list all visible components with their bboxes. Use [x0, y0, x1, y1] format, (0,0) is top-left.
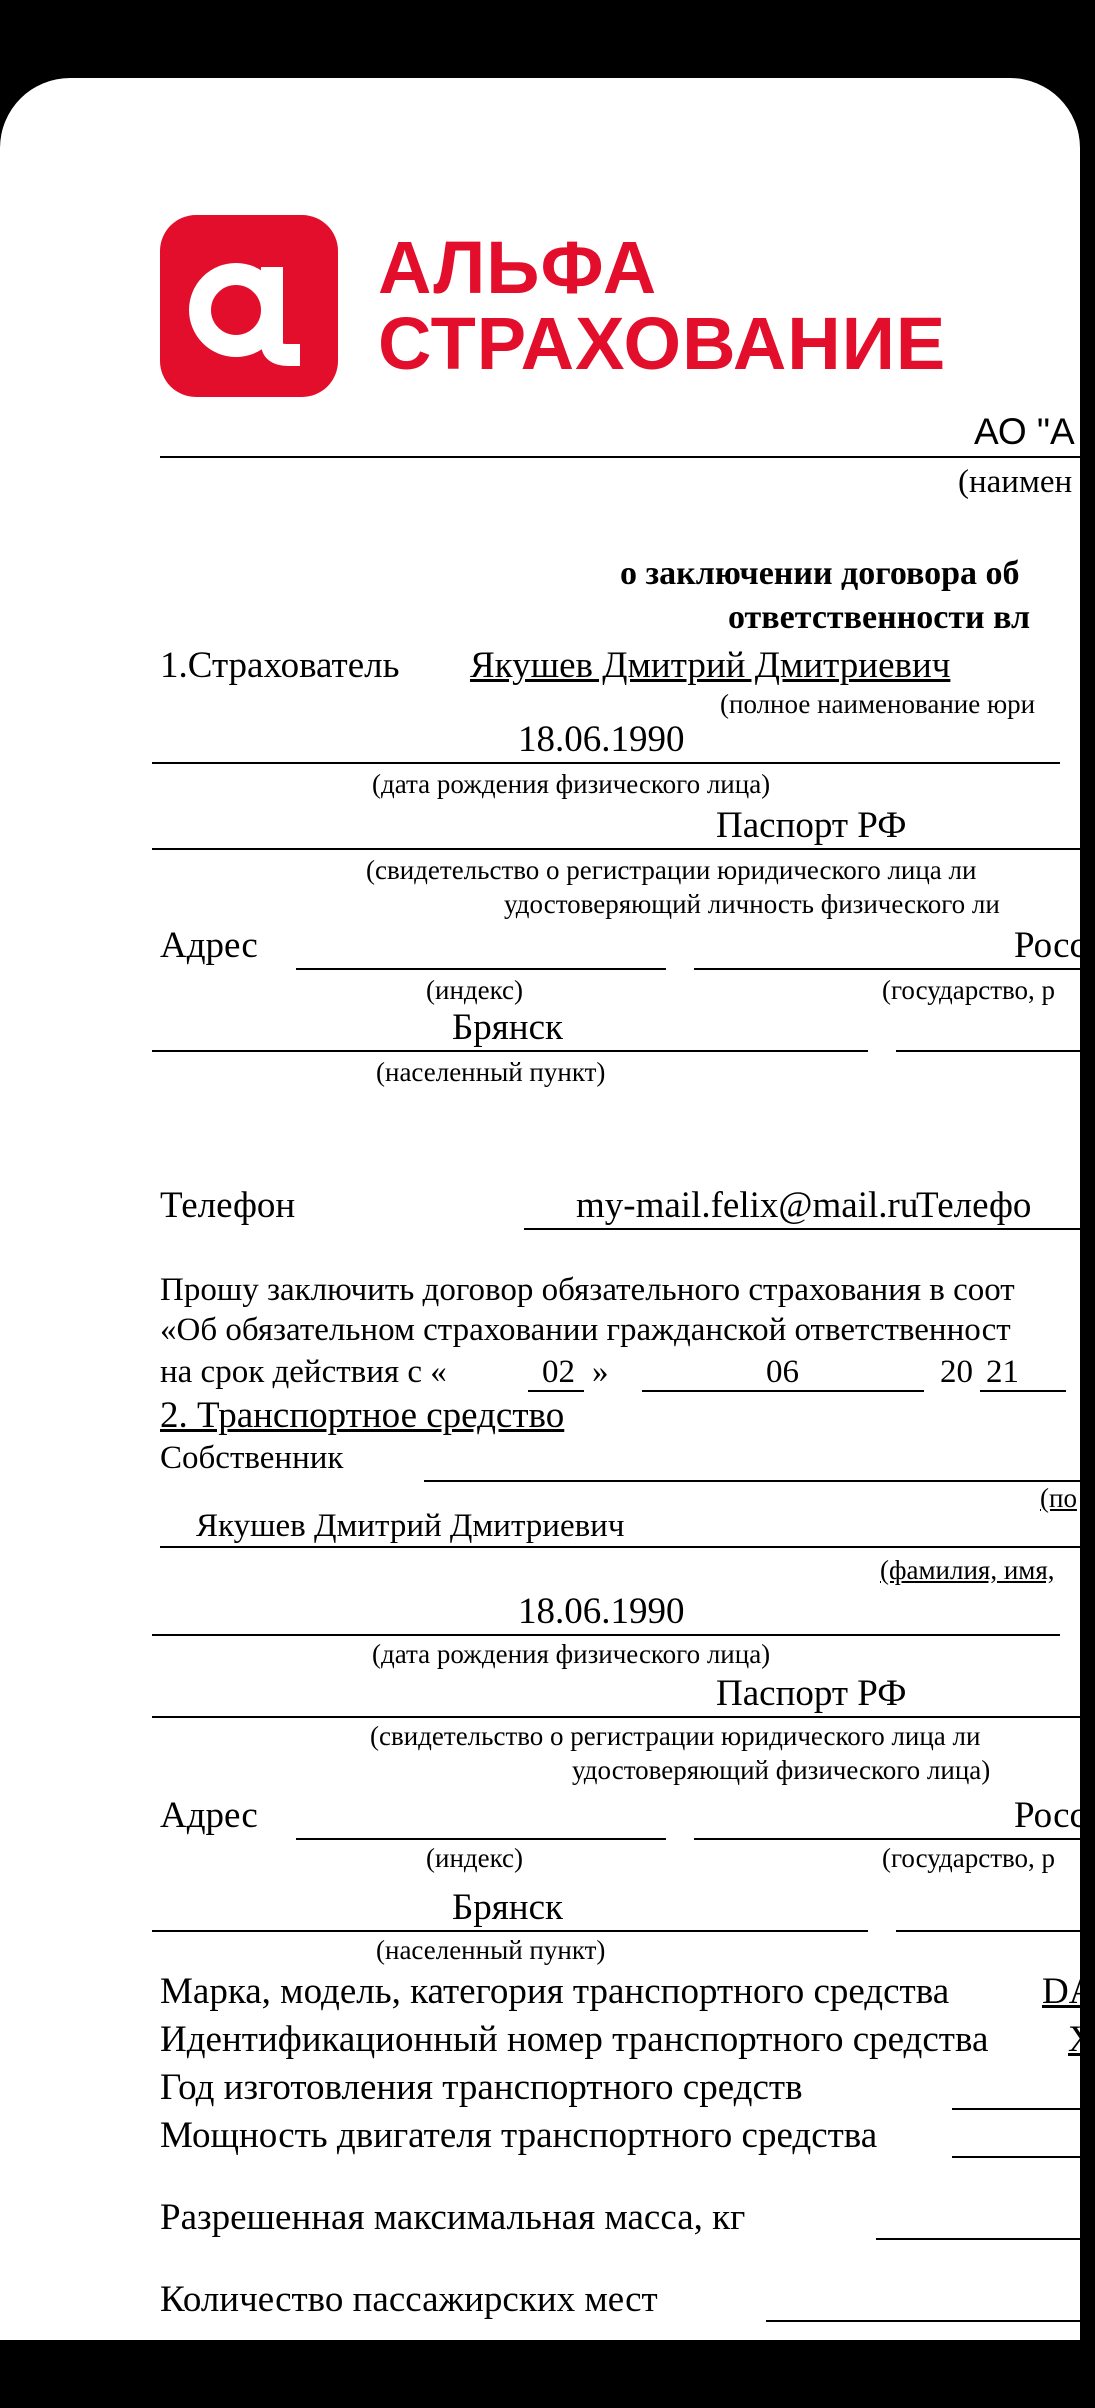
owner-city: Брянск	[452, 1887, 563, 1928]
insurer-street-line	[896, 1050, 1080, 1052]
document-page	[0, 78, 1095, 2406]
insurer-name: Якушев Дмитрий Дмитриевич	[470, 645, 951, 686]
insurer-country: Росс	[1014, 925, 1086, 966]
request-term-prefix: на срок действия с «	[160, 1354, 447, 1390]
chassis-line	[492, 2402, 1080, 2404]
company-underline	[160, 456, 1080, 458]
logo-text-line2: СТРАХОВАНИЕ	[378, 302, 947, 385]
insurer-city-caption: (населенный пункт)	[376, 1057, 606, 1087]
power-label: Мощность двигателя транспортного средства	[160, 2115, 878, 2156]
request-day-line	[528, 1390, 584, 1392]
owner-birth-caption: (дата рождения физического лица)	[372, 1639, 771, 1669]
request-line2: «Об обязательном страховании гражданской ответственност	[160, 1312, 1011, 1348]
owner-index-line	[296, 1838, 666, 1840]
company-name: АО "А	[974, 411, 1075, 452]
insurer-document-line	[152, 848, 1080, 850]
owner-index-caption: (индекс)	[426, 1843, 524, 1873]
insurer-phone-line	[524, 1228, 1080, 1230]
request-day-close: »	[592, 1354, 609, 1390]
insurer-address-label: Адрес	[160, 925, 258, 966]
owner-birth-line	[152, 1634, 1060, 1636]
title-line1: о заключении договора об	[620, 555, 1020, 592]
insurer-birth-line	[152, 762, 1060, 764]
mass-label: Разрешенная максимальная масса, кг	[160, 2197, 746, 2238]
insurer-city: Брянск	[452, 1007, 563, 1048]
owner-name-line	[160, 1546, 1080, 1548]
insurer-label: 1.Страхователь	[160, 645, 400, 686]
request-month-line	[642, 1390, 924, 1392]
year-line	[952, 2108, 1080, 2110]
year-label: Год изготовления транспортного средств	[160, 2067, 803, 2108]
vin-label: Идентификационный номер транспортного средства	[160, 2019, 989, 2060]
owner-country: Росс	[1014, 1795, 1086, 1836]
owner-document-caption2: удостоверяющий физического лица)	[572, 1755, 991, 1785]
power-line	[952, 2156, 1080, 2158]
insurer-email: my-mail.felix@mail.ru	[576, 1185, 919, 1226]
owner-street-line	[896, 1930, 1080, 1932]
seats-line	[766, 2320, 1080, 2322]
request-year-line	[980, 1390, 1066, 1392]
owner-birth-date: 18.06.1990	[518, 1591, 685, 1632]
insurer-country-line	[694, 968, 1080, 970]
insurer-index-line	[296, 968, 666, 970]
vin-value: X	[1068, 2019, 1095, 2060]
make-label: Марка, модель, категория транспортного средства	[160, 1971, 950, 2012]
insurer-birth-date: 18.06.1990	[518, 719, 685, 760]
mass-line	[876, 2238, 1080, 2240]
request-year: 21	[986, 1354, 1019, 1390]
owner-document-caption1: (свидетельство о регистрации юридического лица ли	[370, 1721, 981, 1751]
request-line1: Прошу заключить договор обязательного страхования в соот	[160, 1272, 1015, 1308]
seats-label: Количество пассажирских мест	[160, 2279, 658, 2320]
owner-document-line	[152, 1716, 1080, 1718]
owner-caption2: (фамилия, имя,	[880, 1555, 1055, 1585]
owner-city-caption: (населенный пункт)	[376, 1935, 606, 1965]
insurer-country-caption: (государство, р	[882, 975, 1056, 1005]
insurer-birth-caption: (дата рождения физического лица)	[372, 769, 771, 799]
chassis-label: Шасси (рама) №	[160, 2365, 420, 2406]
title-line2: ответственности вл	[728, 599, 1031, 636]
alfa-logo-icon	[160, 215, 338, 397]
owner-name: Якушев Дмитрий Дмитриевич	[196, 1508, 625, 1544]
insurer-index-caption: (индекс)	[426, 975, 524, 1005]
vehicle-section-title: 2. Транспортное средство	[160, 1395, 565, 1436]
insurer-name-caption: (полное наименование юри	[720, 689, 1036, 719]
owner-address-label: Адрес	[160, 1795, 258, 1836]
owner-line	[424, 1480, 1080, 1482]
request-year-prefix: 20	[940, 1354, 973, 1390]
insurer-document-caption2: удостоверяющий личность физического ли	[504, 889, 1000, 919]
request-month: 06	[766, 1354, 799, 1390]
company-caption: (наимен	[958, 464, 1073, 500]
owner-city-line	[152, 1930, 868, 1932]
owner-label: Собственник	[160, 1440, 344, 1476]
request-day: 02	[542, 1354, 575, 1390]
insurer-city-line	[152, 1050, 868, 1052]
insurer-document-caption1: (свидетельство о регистрации юридического лица ли	[366, 855, 977, 885]
owner-caption1: (по	[1040, 1483, 1077, 1513]
owner-document: Паспорт РФ	[716, 1673, 907, 1714]
logo-text-line1: АЛЬФА	[378, 226, 658, 309]
insurer-document: Паспорт РФ	[716, 805, 907, 846]
insurer-phone-label: Телефон	[160, 1185, 296, 1226]
owner-country-line	[694, 1838, 1080, 1840]
owner-country-caption: (государство, р	[882, 1843, 1056, 1873]
insurer-phone-fragment: Телефо	[916, 1185, 1032, 1226]
make-value: DA	[1042, 1971, 1095, 2012]
